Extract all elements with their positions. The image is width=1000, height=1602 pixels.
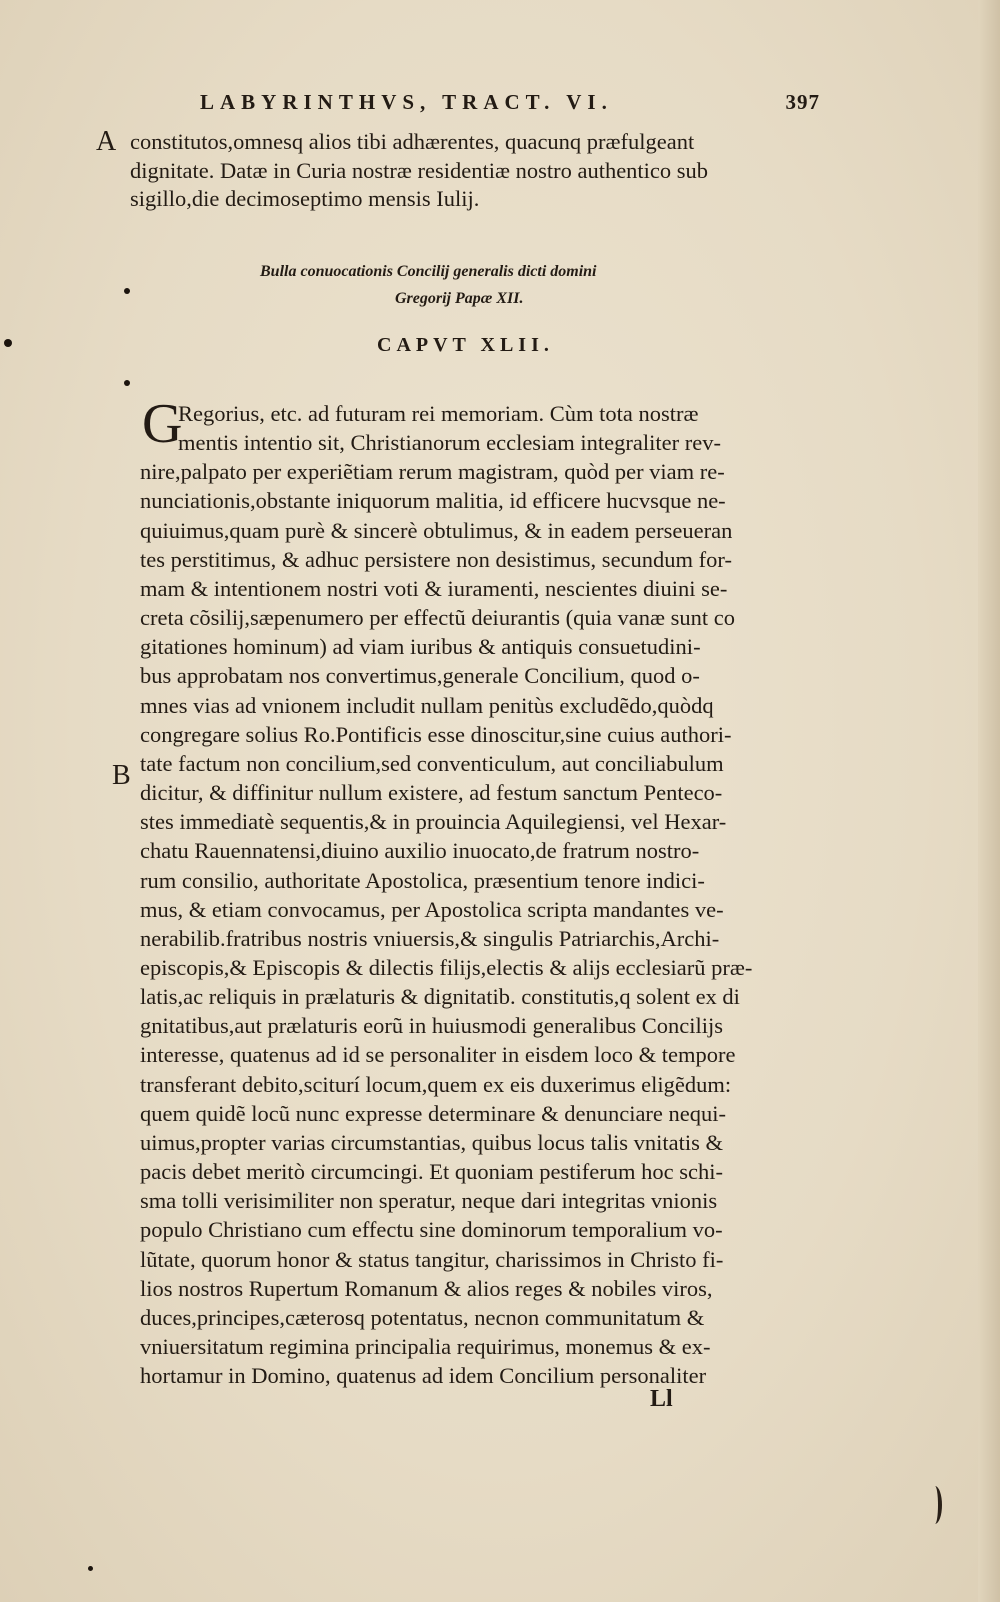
text-line: episcopis,& Episcopis & dilectis filijs,electis & alijs ecclesiarũ præ- (140, 954, 753, 980)
running-head-title: LABYRINTHVS, TRACT. VI. (200, 90, 613, 114)
text-line: gnitatibus,aut prælaturis eorũ in huiusmodi generalibus Concilijs (140, 1013, 724, 1039)
text-line: sma tolli verisimiliter non speratur, neque dari integritas vnionis (140, 1188, 718, 1214)
text-line: uimus,propter varias circumstantias, quibus locus talis vnitatis & (140, 1129, 724, 1155)
text-line: lũtate, quorum honor & status tangitur, charissimos in Christo fi- (140, 1246, 724, 1272)
main-paragraph (140, 399, 840, 1390)
text-line: interesse, quatenus ad id se personaliter in eisdem loco & tempore (140, 1042, 736, 1068)
text-line: lios nostros Rupertum Romanum & alios reges & nobiles viros, (140, 1275, 713, 1301)
drop-cap: G (142, 393, 183, 455)
text-line: populo Christiano cum effectu sine dominorum temporalium vo- (140, 1217, 723, 1243)
margin-letter-b: B (112, 760, 131, 791)
text-line: congregare solius Ro.Pontificis esse dinoscitur,sine cuius authori- (140, 721, 732, 747)
text-line: bus approbatam nos convertimus,generale Concilium, quod o- (140, 663, 700, 689)
text-line: vniuersitatum regimina principalia requirimus, monemus & ex- (140, 1334, 711, 1359)
text-line: latis,ac reliquis in prælaturis & dignitatib. constitutis,q solent ex di (140, 984, 740, 1010)
text-line: mus, & etiam convocamus, per Apostolica scripta mandantes ve- (140, 896, 724, 922)
text-line: mam & intentionem nostri voti & iuramenti, nescientes diuini se- (140, 575, 728, 601)
bulla-title-line: Gregorij Papæ XII. (395, 290, 524, 307)
text-line: hortamur in Domino, quatenus ad idem Concilium personaliter (140, 1363, 707, 1389)
bulla-title (200, 258, 720, 312)
page-number: 397 (785, 90, 820, 114)
text-line: constitutos,omnesq alios tibi adhærentes, quacunq præfulgeant (130, 129, 695, 154)
text-line: pacis debet meritò circumcingi. Et quoniam pestiferum hoc schi- (140, 1159, 723, 1185)
text-line: nunciationis,obstante iniquorum malitia, id efficere hucvsque ne- (140, 488, 726, 514)
text-line: nire,palpato per experiẽtiam rerum magistram, quòd per viam re- (140, 459, 725, 485)
margin-ink-stroke (928, 1486, 942, 1524)
text-line: sigillo,die decimoseptimo mensis Iulij. (130, 186, 480, 212)
text-line: mentis intentio sit, Christianorum ecclesiam integraliter rev- (178, 430, 721, 456)
ink-speck (124, 380, 130, 386)
running-head (200, 90, 820, 115)
margin-letter-a: A (96, 126, 117, 157)
text-line: quiuimus,quam purè & sincerè obtulimus, & in eadem perseueran (140, 517, 733, 543)
text-line: gitationes hominum) ad viam iuribus & antiquis consuetudini- (140, 634, 701, 660)
text-line: stes immediatè sequentis,& in prouincia Aquilegiensi, vel Hexar- (140, 809, 727, 835)
text-line: dicitur, & diffinitur nullum existere, ad festum sanctum Penteco- (140, 780, 723, 806)
text-line: tate factum non concilium,sed conventiculum, aut conciliabulum (140, 750, 724, 776)
ink-speck (124, 288, 130, 294)
text-line: quem quidẽ locũ nunc expresse determinare & denunciare nequi- (140, 1100, 727, 1126)
text-line: nerabilib.fratribus nostris vniuersis,& singulis Patriarchis,Archi- (140, 925, 720, 951)
text-line: rum consilio, authoritate Apostolica, præsentium tenore indici- (140, 867, 705, 893)
catchword: Ll (650, 1386, 673, 1412)
text-line: dignitate. Datæ in Curia nostræ residentiæ nostro authentico sub (130, 157, 709, 183)
text-line: mnes vias ad vnionem includit nullam penitùs excludẽdo,quòdq (140, 692, 714, 718)
text-line: Regorius, etc. ad futuram rei memoriam. Cùm tota nostræ (178, 401, 699, 426)
ink-speck (4, 339, 12, 347)
text-line: transferant debito,sciturí locum,quem ex eis duxerimus eligẽdum: (140, 1071, 732, 1097)
text-line: chatu Rauennatensi,diuino auxilio inuocato,de fratrum nostro- (140, 838, 700, 864)
text-line: duces,principes,cæterosq potentatus, necnon communitatum & (140, 1304, 705, 1330)
page-edge (978, 0, 1000, 1602)
text-line: tes perstitimus, & adhuc persistere non desistimus, secundum for- (140, 546, 732, 572)
ink-speck (88, 1566, 93, 1571)
top-paragraph (130, 128, 830, 214)
chapter-heading: CAPVT XLII. (377, 334, 554, 356)
bulla-title-line: Bulla conuocationis Concilij generalis dicti domini (260, 263, 597, 280)
text-line: creta cõsilij,sæpenumero per effectũ deiurantis (quia vanæ sunt co (140, 605, 736, 631)
